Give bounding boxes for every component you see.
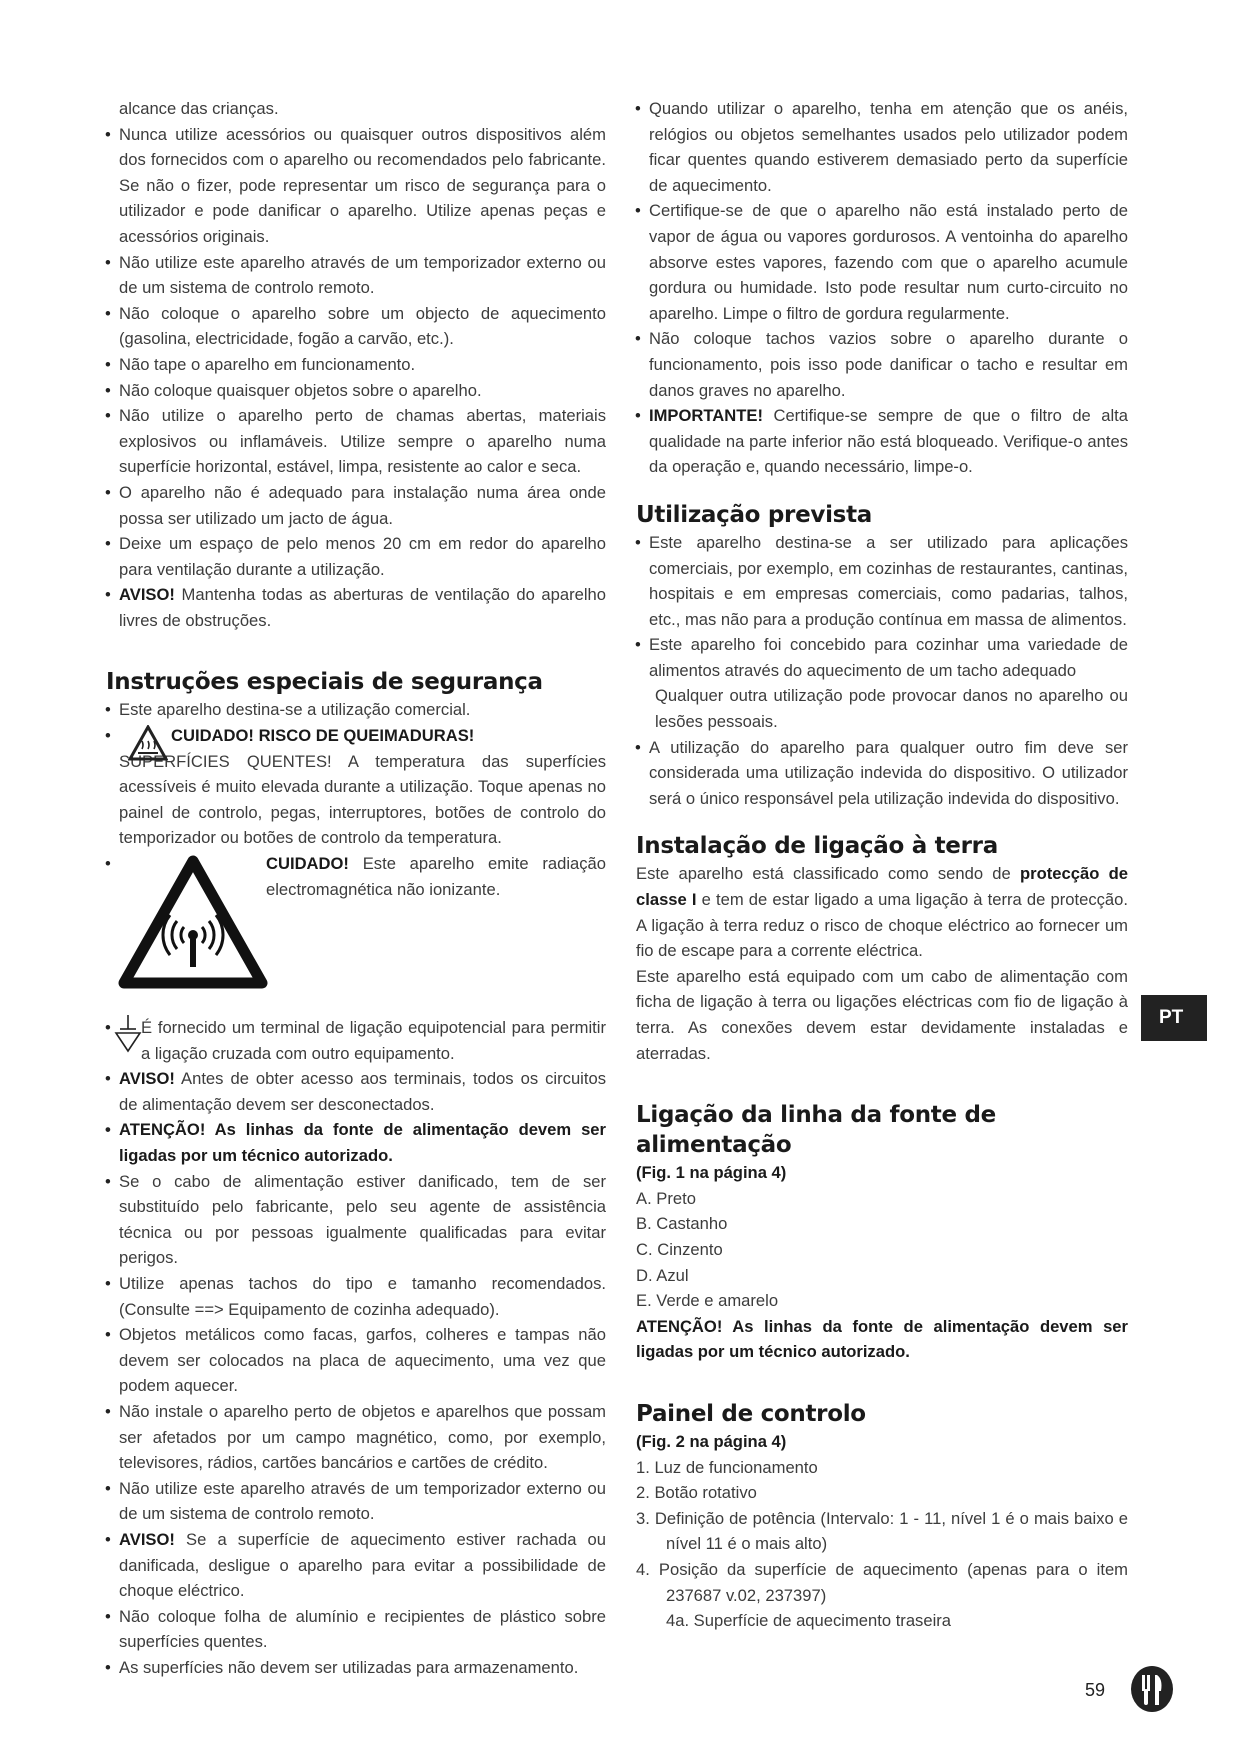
list-item: • Não coloque folha de alumínio e recipientes de plástico sobre superfícies quentes. bbox=[106, 1604, 606, 1655]
equipotential-text: • É fornecido um terminal de ligação equipotencial para permitir a ligação cruzada com outro equipamento. bbox=[141, 1018, 606, 1063]
aviso-label: AVISO! bbox=[119, 585, 175, 605]
earth-text-a: Este aparelho está classificado como sendo de bbox=[636, 864, 1021, 884]
list-item: • Não utilize este aparelho através de um temporizador externo ou de um sistema de controlo remoto. bbox=[106, 1476, 606, 1527]
panel-item: 2. Botão rotativo bbox=[636, 1483, 757, 1503]
list-item: • Não coloque o aparelho sobre um objecto de aquecimento (gasolina, electricidade, fogão a carvão, etc.). bbox=[106, 301, 606, 352]
list-item: • Não coloque quaisquer objetos sobre o aparelho. bbox=[106, 378, 606, 404]
right-column bbox=[636, 96, 1128, 1634]
wire-item: D. Azul bbox=[636, 1265, 689, 1285]
power-warning: ATENÇÃO! As linhas da fonte de alimentação devem ser ligadas por um técnico autorizado. bbox=[636, 1316, 1128, 1362]
cuidado-radiation-text: Este aparelho emite radiação electromagnética não ionizante. bbox=[266, 854, 606, 899]
hot-surface-warning bbox=[106, 723, 606, 851]
cuidado-burn-label: CUIDADO! RISCO DE QUEIMADURAS! bbox=[171, 726, 475, 746]
aviso-cracked-text: Se a superfície de aquecimento estiver rachada ou danificada, desligue o aparelho para evitar a possibilidade de choque eléctrico. bbox=[119, 1529, 606, 1601]
page-number: 59 bbox=[1085, 1680, 1106, 1700]
heading-control-panel: Painel de controlo bbox=[636, 1400, 866, 1427]
list-item-continuation: Qualquer outra utilização pode provocar danos no aparelho ou lesões pessoais. bbox=[655, 686, 1128, 732]
panel-item: 3. Definição de potência (Intervalo: 1 - 11, nível 1 é o mais baixo e nível 11 é o mais alto) bbox=[636, 1508, 1128, 1554]
importante-label: IMPORTANTE! bbox=[649, 406, 763, 426]
list-item: • Não instale o aparelho perto de objetos e aparelhos que possam ser afetados por um campo magnético, como, por exemplo, televisores, rádios, cartões bancários e cartões de crédito. bbox=[106, 1399, 606, 1476]
equipotential-icon bbox=[114, 1015, 142, 1055]
wire-item: E. Verde e amarelo bbox=[636, 1291, 779, 1311]
aviso-item bbox=[106, 582, 606, 633]
list-item: • Certifique-se de que o aparelho não está instalado perto de vapor de água ou vapores gordurosos. A ventoinha do aparelho absorve estes vapores, fazendo com que o aparelho acumule gordura ou humidade. Isto pode resultar num curto-circuito no aparelho. Limpe o filtro de gordura regularmente. bbox=[636, 198, 1128, 326]
aviso-cracked bbox=[106, 1527, 606, 1604]
equipotential-item bbox=[106, 1015, 606, 1066]
wire-item: B. Castanho bbox=[636, 1214, 728, 1234]
atencao-item: • ATENÇÃO! As linhas da fonte de alimentação devem ser ligadas por um técnico autorizado. bbox=[106, 1117, 606, 1168]
list-item: • As superfícies não devem ser utilizadas para armazenamento. bbox=[106, 1655, 606, 1681]
aviso-cracked-label: AVISO! bbox=[119, 1529, 175, 1549]
cuidado-radiation-label: CUIDADO! bbox=[266, 854, 349, 874]
aviso-terminals bbox=[106, 1066, 606, 1117]
importante-item bbox=[636, 403, 1128, 480]
earth-text-b: e tem de estar ligado a uma ligação à terra de protecção. A ligação à terra reduz o risco de choque eléctrico ao fornecer um fio de escape para a corrente eléctrica. bbox=[636, 890, 1128, 961]
list-item: • Não tape o aparelho em funcionamento. bbox=[106, 352, 606, 378]
wire-item: A. Preto bbox=[636, 1188, 696, 1208]
list-item: • Quando utilizar o aparelho, tenha em atenção que os anéis, relógios ou objetos semelhantes usados pelo utilizador podem ficar quentes quando estiverem demasiado perto da superfície de aquecimento. bbox=[636, 96, 1128, 198]
heading-special-safety: Instruções especiais de segurança bbox=[106, 669, 543, 696]
cuidado-burn-text: SUPERFÍCIES QUENTES! A temperatura das superfícies acessíveis é muito elevada durante a utilização. Toque apenas no painel de controlo, pegas, interruptores, botões de controlo do temporizador ou botões de controlo da temperatura. bbox=[119, 751, 606, 848]
radiation-warning bbox=[106, 851, 606, 1015]
list-item: • Utilize apenas tachos do tipo e tamanho recomendados. (Consulte ==> Equipamento de cozinha adequado). bbox=[106, 1271, 606, 1322]
power-fig-ref: (Fig. 1 na página 4) bbox=[636, 1163, 787, 1183]
aviso-terminals-label: AVISO! bbox=[119, 1069, 175, 1089]
list-item: • Deixe um espaço de pelo menos 20 cm em redor do aparelho para ventilação durante a utilização. bbox=[106, 531, 606, 582]
list-item: • Não utilize o aparelho perto de chamas abertas, materiais explosivos ou inflamáveis. Utilize sempre o aparelho numa superfície horizontal, estável, limpa, resistente ao calor e seca. bbox=[106, 403, 606, 480]
hot-surface-warning-icon bbox=[128, 725, 168, 761]
wire-item: C. Cinzento bbox=[636, 1239, 723, 1259]
radiation-warning-icon bbox=[118, 855, 268, 991]
heading-earthing: Instalação de ligação à terra bbox=[636, 833, 998, 860]
language-tab: PT bbox=[1141, 995, 1207, 1041]
left-column bbox=[106, 96, 606, 1680]
list-item: • A utilização do aparelho para qualquer outro fim deve ser considerada uma utilização indevida do dispositivo. O utilizador será o único responsável pela utilização indevida do dispositivo. bbox=[636, 735, 1128, 812]
heading-intended-use: Utilização prevista bbox=[636, 501, 872, 528]
aviso-text: Mantenha todas as aberturas de ventilação do aparelho livres de obstruções. bbox=[119, 585, 606, 630]
list-item: • Se o cabo de alimentação estiver danificado, tem de ser substituído pelo fabricante, pelo seu agente de assistência técnica ou por pessoas igualmente qualificadas para evitar perigos. bbox=[106, 1169, 606, 1271]
list-item: • Não utilize este aparelho através de um temporizador externo ou de um sistema de controlo remoto. bbox=[106, 250, 606, 301]
panel-subitem: 4a. Superfície de aquecimento traseira bbox=[666, 1611, 952, 1631]
importante-text: Certifique-se sempre de que o filtro de alta qualidade na parte inferior não está bloqueado. Verifique-o antes da operação e, quando necessário, limpe-o. bbox=[649, 406, 1128, 477]
intro-tail: alcance das crianças. bbox=[119, 99, 279, 118]
earth-class-label: protecção de classe I bbox=[636, 864, 1128, 910]
heading-power-line: Ligação da linha da fonte de alimentação bbox=[636, 1102, 996, 1159]
brand-logo-icon bbox=[1130, 1665, 1174, 1713]
list-item: • Este aparelho foi concebido para cozinhar uma variedade de alimentos através do aquecimento de um tacho adequado bbox=[636, 632, 1128, 683]
panel-item: 1. Luz de funcionamento bbox=[636, 1457, 818, 1477]
earth-paragraph-2: Este aparelho está equipado com um cabo de alimentação com ficha de ligação à terra ou ligações eléctricas com fio de ligação à terra. As conexões devem estar devidamente instaladas e aterradas. bbox=[636, 966, 1128, 1063]
list-item: • Nunca utilize acessórios ou quaisquer outros dispositivos além dos fornecidos com o aparelho ou recomendados pelo fabricante. Se não o fizer, pode representar um risco de segurança para o utilizador e pode danificar o aparelho. Utilize apenas peças e acessórios originais. bbox=[106, 122, 606, 250]
list-item: • Objetos metálicos como facas, garfos, colheres e tampas não devem ser colocados na placa de aquecimento, uma vez que podem aquecer. bbox=[106, 1322, 606, 1399]
list-item: • Este aparelho destina-se a utilização comercial. bbox=[106, 697, 606, 723]
panel-item: 4. Posição da superfície de aquecimento (apenas para o item 237687 v.02, 237397) bbox=[636, 1559, 1128, 1605]
earth-paragraph-1 bbox=[636, 861, 1128, 963]
list-item: • O aparelho não é adequado para instalação numa área onde possa ser utilizado um jacto de água. bbox=[106, 480, 606, 531]
list-item: • Não coloque tachos vazios sobre o aparelho durante o funcionamento, pois isso pode danificar o tacho e resultar em danos graves no aparelho. bbox=[636, 326, 1128, 403]
aviso-terminals-text: Antes de obter acesso aos terminais, todos os circuitos de alimentação devem ser desconectados. bbox=[119, 1069, 606, 1114]
list-item: • Este aparelho destina-se a ser utilizado para aplicações comerciais, por exemplo, em cozinhas de restaurantes, cantinas, hospitais e em empresas comerciais, como padarias, talhos, etc., mas não para a produção contínua em massa de alimentos. bbox=[636, 530, 1128, 632]
panel-fig-ref: (Fig. 2 na página 4) bbox=[636, 1431, 787, 1451]
